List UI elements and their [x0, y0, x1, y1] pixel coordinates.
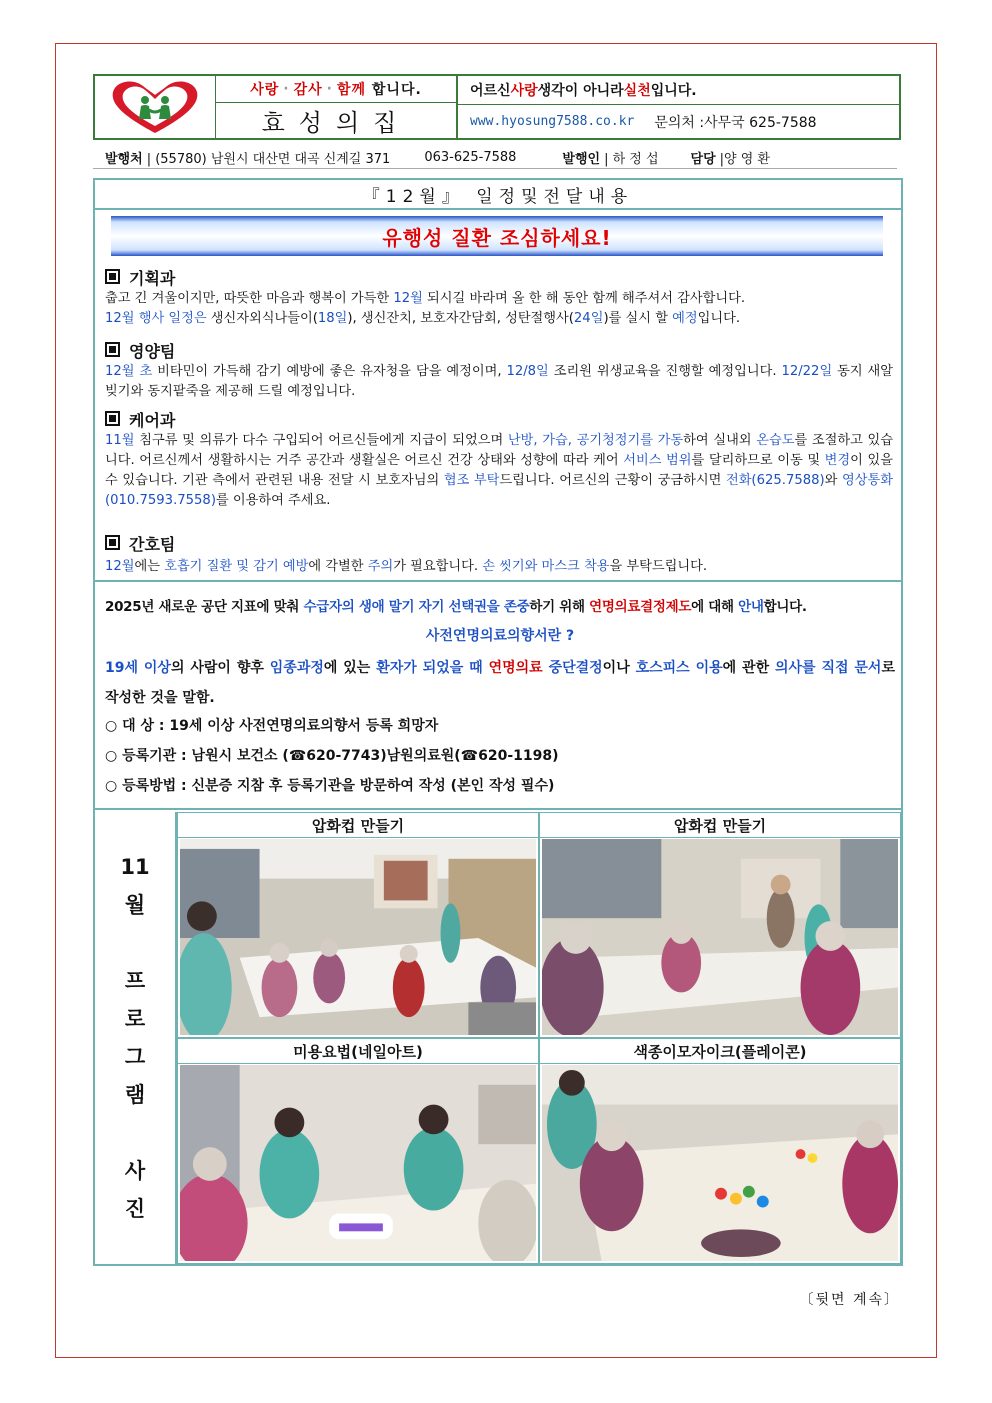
text: 비타민이 가득해 감기 예방에 좋은 유자청을 담을 예정이며, [152, 364, 507, 379]
text: 조리원 위생교육을 진행할 예정입니다. [548, 364, 782, 379]
text: 생신자외식나들이( [206, 311, 318, 326]
text: 영상통화(010.7593.7558) [105, 473, 893, 508]
text: 이나 [602, 660, 636, 676]
text: 안내 [738, 599, 764, 615]
text: 에는 [134, 559, 165, 574]
manager-label: 담당 [690, 151, 716, 167]
manager-name: |양 영 환 [719, 151, 770, 167]
label-char: 램 [124, 1083, 146, 1107]
photo-caption: 색종이모자이크(플레이콘) [540, 1039, 900, 1064]
text: 가 필요합니다. [393, 559, 483, 574]
section-title: 『12월』 일정및전달내용 [95, 180, 901, 210]
dept-title: 케어과 [129, 411, 176, 430]
text: 드립니다. 어르신의 근황이 궁금하시면 [499, 473, 726, 488]
photo-card [539, 1038, 901, 1264]
photo-section-label [95, 812, 177, 1264]
text: 하여 실내외 [683, 433, 757, 448]
text: 협조 부탁 [443, 473, 500, 488]
text: 호흡기 질환 및 감기 예방 [164, 559, 309, 574]
square-bullet-icon [105, 411, 120, 426]
text: 연명의료 [488, 660, 543, 676]
text: 되시길 바라며 올 한 해 동안 함께 해주셔서 감사합니다. [422, 291, 746, 306]
photo-caption: 미용요법(네일아트) [178, 1039, 538, 1064]
divider [95, 580, 901, 582]
square-bullet-icon [105, 269, 120, 284]
text: 12/8일 [506, 364, 549, 379]
publisher-name: | 하 정 섭 [604, 151, 659, 167]
nutrition-text [105, 362, 893, 402]
dept-title: 기획과 [129, 269, 176, 288]
label-char: 그 [124, 1045, 146, 1069]
text: 입니다. [697, 311, 741, 326]
photo-pressed-flower-cup-2[interactable] [542, 839, 898, 1035]
text: 에 각별한 [308, 559, 368, 574]
text: 난방, 가습, 공기청정기를 가동 [507, 433, 684, 448]
nursing-text [105, 557, 893, 577]
text: 로 작성한 것을 말함. [105, 660, 895, 706]
text: 12/22일 [781, 364, 833, 379]
text: 12월 행사 일정은 [105, 311, 207, 326]
text: 12월 [393, 291, 423, 306]
text: 24일 [573, 311, 604, 326]
advance-directive-intro [105, 595, 895, 615]
motto-text: 생각이 아니라 [537, 83, 624, 99]
slogan-word: 함께 [336, 82, 367, 98]
text: )를 실시 할 [603, 311, 673, 326]
square-bullet-icon [105, 535, 120, 550]
motto-text: 어르신 [470, 83, 511, 99]
publisher-label: 발행처 [105, 151, 143, 167]
publisher-phone: 063-625-7588 [424, 149, 517, 165]
text: 전화(625.7588) [725, 473, 825, 488]
advance-directive-definition [105, 653, 895, 713]
label-char: 사 [124, 1159, 146, 1183]
dept-heading-nursing [105, 532, 175, 555]
publisher-label: 발행인 [562, 151, 601, 167]
motto-text: 사랑 [510, 83, 538, 99]
advance-directive-item: ○ 대 상 : 19세 이상 사전연명의료의향서 등록 희망자 [105, 718, 439, 734]
photo-card [177, 1038, 539, 1264]
text: 와 [824, 473, 843, 488]
text: 에 관한 [722, 660, 775, 676]
house-name: 효성의집 [261, 109, 411, 137]
text: 동지 새알 빚기와 동지팥죽을 제공해 드릴 예정입니다. [105, 364, 893, 399]
text: 온습도 [756, 433, 795, 448]
dept-title: 간호팀 [129, 535, 176, 554]
motto-text: 실천 [623, 83, 651, 99]
dept-heading-nutrition [105, 339, 175, 362]
text: 변경 [824, 453, 851, 468]
text: 연명의료결정제도 [589, 599, 692, 615]
label-char: 로 [124, 1007, 146, 1031]
text: 을 부탁드립니다. [609, 559, 708, 574]
publisher-line [93, 146, 897, 169]
publisher-address: | (55780) 남원시 대산면 대곡 신계길 371 [146, 151, 391, 167]
label-char: 월 [124, 893, 146, 917]
newsletter-header [93, 74, 901, 140]
photo-nail-art[interactable] [180, 1065, 536, 1261]
text: 12월 [105, 559, 135, 574]
contact-line [458, 105, 899, 138]
warning-banner: 유행성 질환 조심하세요! [111, 216, 883, 256]
divider [95, 808, 901, 810]
planning-text [105, 289, 893, 329]
photo-card [177, 812, 539, 1038]
photo-section [95, 812, 901, 1264]
info-block [458, 76, 899, 138]
text: 의사를 직접 문서 [775, 660, 882, 676]
text: 하기 위해 [529, 599, 590, 615]
label-char: 프 [124, 969, 146, 993]
slogan-word: 사랑 [250, 82, 280, 98]
text: 를 조절하고 있습니다. 어르신께서 생활하시는 거주 공간과 생활실은 어르신 건강 상태와 성향에 따라 케어 [105, 433, 893, 468]
text: 수급자의 생애 말기 자기 선택권을 존중 [303, 599, 530, 615]
slogan-word: 감사 [293, 82, 323, 98]
text: 환자가 되었을 때 [376, 660, 483, 676]
slogan-word: 합니다. [371, 82, 422, 98]
contact-phone: 문의처 :사무국 625-7588 [654, 114, 817, 131]
text: 2025년 새로운 공단 지표에 맞춰 [105, 599, 304, 615]
text: 합니다. [763, 599, 807, 615]
text: 침구류 및 의류가 다수 구입되어 어르신들에게 지급이 되었으며 [134, 433, 508, 448]
label-char: 11 [120, 855, 150, 879]
photo-card [539, 812, 901, 1038]
text: 를 이용하여 주세요. [215, 493, 331, 508]
main-content [93, 178, 903, 1266]
text: 19세 이상 [105, 660, 171, 676]
text: 손 씻기와 마스크 착용 [482, 559, 610, 574]
text: 서비스 범위 [623, 453, 692, 468]
dept-title: 영양팀 [129, 342, 176, 361]
photo-paper-mosaic[interactable] [542, 1065, 898, 1261]
motto-text: 입니다. [650, 83, 697, 99]
slogan: 사랑 · 감사 · 함께 합니다. [216, 76, 456, 103]
title-block [216, 76, 458, 138]
text: 에 대해 [691, 599, 739, 615]
text: 주의 [367, 559, 394, 574]
text: 18일 [317, 311, 348, 326]
text: 중단결정 [542, 660, 603, 676]
logo [95, 76, 216, 138]
photo-pressed-flower-cup-1[interactable] [180, 839, 536, 1035]
label-char: 진 [124, 1197, 146, 1221]
text: 에 있는 [323, 660, 377, 676]
text: 를 달리하므로 이동 및 [691, 453, 825, 468]
advance-directive-question: 사전연명의료의향서란 ? [425, 628, 575, 644]
dept-heading-care [105, 408, 175, 431]
text: 임종과정 [269, 660, 324, 676]
text: 호스피스 이용 [635, 660, 723, 676]
continue-notice: 〔뒷면 계속〕 [799, 1292, 900, 1308]
website-link[interactable]: www.hyosung7588.co.kr [470, 114, 635, 129]
text: 11월 [105, 433, 135, 448]
care-text [105, 431, 893, 511]
motto [458, 76, 899, 105]
dept-heading-planning [105, 266, 175, 289]
text: 춥고 긴 겨울이지만, 따뜻한 마음과 행복이 가득한 [105, 291, 394, 306]
heart-logo-icon [107, 79, 203, 135]
text: 이 있을 수 있습니다. 기관 측에서 관련된 내용 전달 시 보호자님의 [105, 453, 893, 488]
photo-caption: 압화컵 만들기 [540, 813, 900, 838]
text: ), 생신잔치, 보호자간담회, 성탄절행사( [347, 311, 574, 326]
text: 12월 초 [105, 364, 153, 379]
text: 의 사람이 향후 [170, 660, 270, 676]
advance-directive-item: ○ 등록기관 : 남원시 보건소 (☎620-7743)남원의료원(☎620-1198) [105, 748, 559, 764]
text: 예정 [672, 311, 698, 326]
advance-directive-item: ○ 등록방법 : 신분증 지참 후 등록기관을 방문하여 작성 (본인 작성 필수) [105, 778, 555, 794]
square-bullet-icon [105, 342, 120, 357]
photo-caption: 압화컵 만들기 [178, 813, 538, 838]
